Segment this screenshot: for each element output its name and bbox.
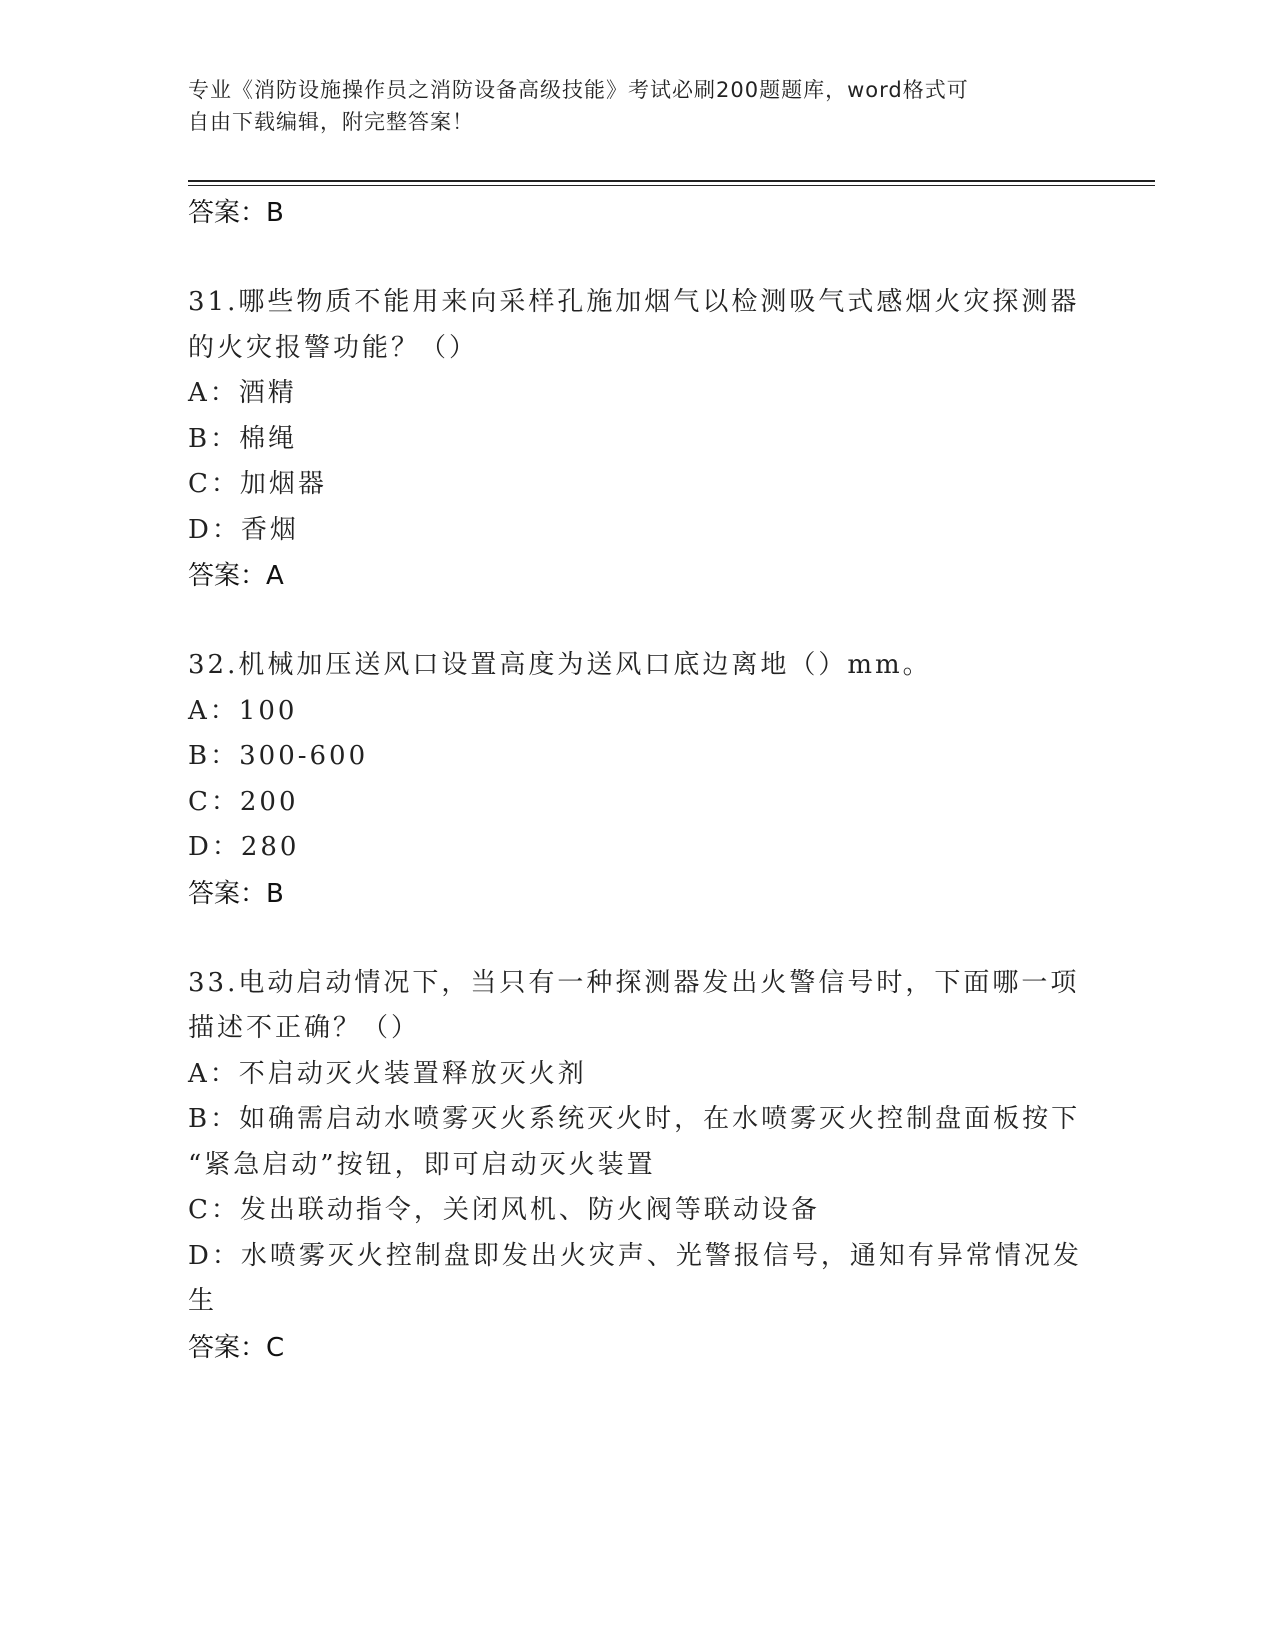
header-divider-thick	[188, 180, 1155, 182]
option-d: D：香烟	[188, 514, 299, 545]
previous-answer: 答案：B	[188, 198, 284, 228]
header-line-1: 专业《消防设施操作员之消防设备高级技能》考试必刷200题题库，word格式可	[188, 78, 969, 102]
question-31	[188, 280, 1088, 599]
question-list	[188, 190, 1088, 1371]
option-c: C：发出联动指令，关闭风机、防火阀等联动设备	[188, 1195, 820, 1225]
question-stem: 31.哪些物质不能用来向采样孔施加烟气以检测吸气式感烟火灾探测器	[188, 287, 1080, 317]
option-a: A：100	[188, 695, 298, 726]
question-32	[188, 643, 1088, 917]
option-c: C：加烟器	[188, 469, 327, 499]
question-33	[188, 961, 1088, 1371]
question-stem: 32.机械加压送风口设置高度为送风口底边离地（）mm。	[188, 650, 932, 680]
question-stem-cont: 的火灾报警功能？（）	[188, 332, 479, 363]
option-b: B：300-600	[188, 741, 369, 771]
header-divider-thin	[188, 185, 1155, 186]
option-d: D：280	[188, 832, 300, 862]
question-stem-cont: 描述不正确？（）	[188, 1013, 421, 1043]
option-a: A：酒精	[188, 378, 297, 408]
option-b-cont: “紧急启动”按钮，即可启动灭火装置	[188, 1149, 656, 1180]
option-a: A：不启动灭火装置释放灭火剂	[188, 1058, 587, 1089]
header-line-2: 自由下载编辑，附完整答案！	[188, 110, 474, 134]
option-b: B：棉绳	[188, 423, 298, 454]
option-d-cont: 生	[188, 1286, 218, 1316]
option-c: C：200	[188, 786, 299, 817]
document-header	[188, 74, 1088, 138]
answer: 答案：B	[188, 878, 284, 909]
answer: 答案：C	[188, 1332, 285, 1363]
answer: 答案：A	[188, 561, 284, 591]
question-stem: 33.电动启动情况下，当只有一种探测器发出火警信号时，下面哪一项	[188, 967, 1080, 998]
option-b: B：如确需启动水喷雾灭火系统灭火时，在水喷雾灭火控制盘面板按下	[188, 1104, 1081, 1134]
option-d: D：水喷雾灭火控制盘即发出火灾声、光警报信号，通知有异常情况发	[188, 1240, 1082, 1271]
